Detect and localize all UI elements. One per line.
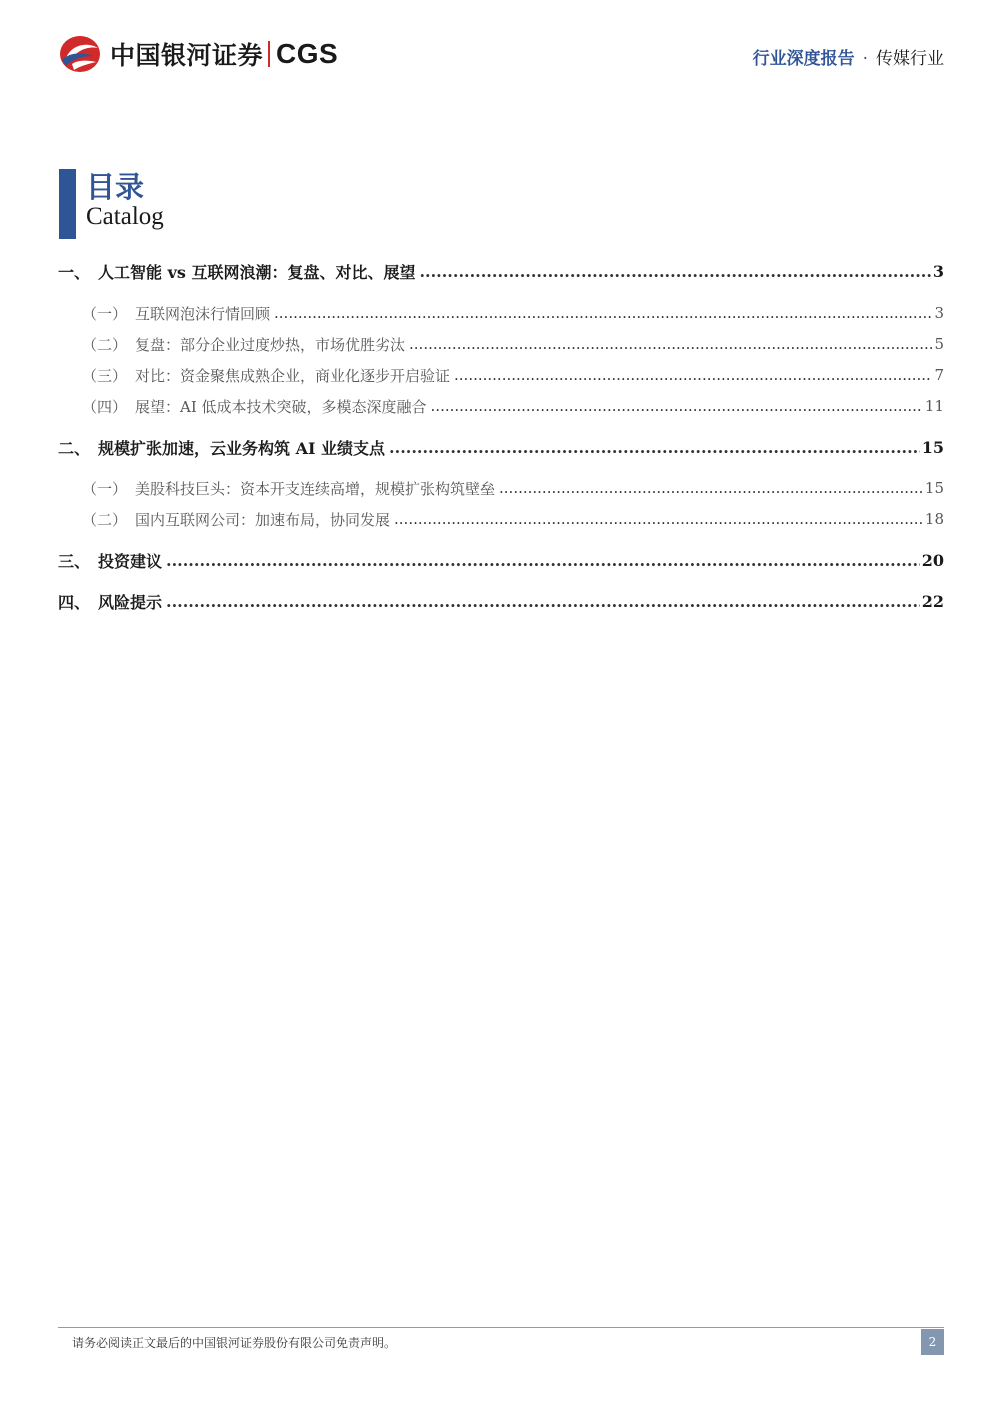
logo-separator bbox=[268, 41, 270, 67]
toc-entry-title: 规模扩张加速，云业务构筑 AI 业绩支点 bbox=[98, 438, 386, 458]
toc-entry-number: 三、 bbox=[58, 551, 91, 571]
cgs-emblem-icon bbox=[58, 34, 102, 74]
toc-entry-number: （二） bbox=[82, 335, 128, 354]
toc-entry-number: （一） bbox=[82, 304, 128, 323]
toc-entry-page: 18 bbox=[924, 510, 944, 528]
toc-entry-page: 11 bbox=[924, 397, 944, 415]
toc-entry[interactable] bbox=[58, 545, 944, 575]
toc-entry-title: 人工智能 vs 互联网浪潮：复盘、对比、展望 bbox=[98, 262, 416, 282]
toc-entry-title: 风险提示 bbox=[98, 592, 163, 612]
toc-entry-number: 一、 bbox=[58, 262, 91, 282]
report-type: 行业深度报告 bbox=[752, 49, 855, 69]
toc-entry-number: （三） bbox=[82, 366, 128, 385]
toc-leader-dots bbox=[166, 551, 920, 570]
toc-entry[interactable] bbox=[58, 432, 944, 462]
toc-entry-page: 20 bbox=[921, 550, 944, 570]
toc-entry[interactable] bbox=[58, 256, 944, 286]
toc-entry-title: 美股科技巨头：资本开支连续高增，规模扩张构筑壁垒 bbox=[135, 479, 496, 498]
toc-entry-page: 5 bbox=[934, 335, 944, 353]
toc-entry-number: 二、 bbox=[58, 438, 91, 458]
toc-leader-dots bbox=[419, 262, 930, 281]
logo-chinese-text: 中国银河证券 bbox=[110, 41, 264, 70]
toc-entry-number: （四） bbox=[82, 397, 128, 416]
toc-entry-number: （一） bbox=[82, 479, 128, 498]
toc-entry[interactable] bbox=[58, 504, 944, 534]
toc-entry-title: 对比：资金聚焦成熟企业，商业化逐步开启验证 bbox=[135, 366, 451, 385]
industry-label: 传媒行业 bbox=[876, 49, 944, 69]
page-number-badge: 2 bbox=[921, 1329, 944, 1355]
toc-entry-number: （二） bbox=[82, 510, 128, 529]
toc-entry-page: 3 bbox=[934, 304, 944, 322]
footer-disclaimer: 请务必阅读正文最后的中国银河证券股份有限公司免责声明。 bbox=[72, 1336, 397, 1350]
logo-english-text: CGS bbox=[276, 38, 339, 69]
toc-entry-page: 15 bbox=[921, 437, 944, 457]
toc-entry[interactable] bbox=[58, 586, 944, 616]
catalog-title-en: Catalog bbox=[86, 203, 164, 230]
toc-entry-title: 展望：AI 低成本技术突破，多模态深度融合 bbox=[135, 397, 427, 416]
toc-entry-page: 15 bbox=[924, 479, 944, 497]
toc-entry-title: 投资建议 bbox=[98, 551, 163, 571]
toc-entry-page: 22 bbox=[921, 591, 944, 611]
toc-entry[interactable] bbox=[58, 391, 944, 421]
footer-divider bbox=[58, 1327, 944, 1328]
toc-leader-dots bbox=[431, 397, 923, 415]
toc-entry-page: 7 bbox=[934, 366, 944, 384]
toc-entry-title: 互联网泡沫行情回顾 bbox=[135, 304, 271, 323]
header-report-info bbox=[753, 44, 944, 69]
toc-entry[interactable] bbox=[58, 473, 944, 503]
toc-leader-dots bbox=[499, 479, 923, 497]
catalog-title-cn: 目录 bbox=[86, 170, 145, 204]
toc-leader-dots bbox=[409, 335, 932, 353]
catalog-accent-bar bbox=[59, 169, 76, 239]
toc-leader-dots bbox=[394, 510, 923, 528]
toc-entry-title: 复盘：部分企业过度炒热，市场优胜劣汰 bbox=[135, 335, 406, 354]
toc-entry-title: 国内互联网公司：加速布局，协同发展 bbox=[135, 510, 391, 529]
header-separator: · bbox=[862, 49, 868, 69]
toc-entry[interactable] bbox=[58, 360, 944, 390]
toc-leader-dots bbox=[389, 438, 920, 457]
company-logo bbox=[58, 34, 338, 74]
toc-entry[interactable] bbox=[58, 329, 944, 359]
toc-leader-dots bbox=[274, 304, 932, 322]
toc-entry[interactable] bbox=[58, 298, 944, 328]
toc-leader-dots bbox=[166, 592, 920, 611]
toc-entry-page: 3 bbox=[932, 261, 944, 281]
toc-leader-dots bbox=[454, 366, 932, 384]
toc-entry-number: 四、 bbox=[58, 592, 91, 612]
